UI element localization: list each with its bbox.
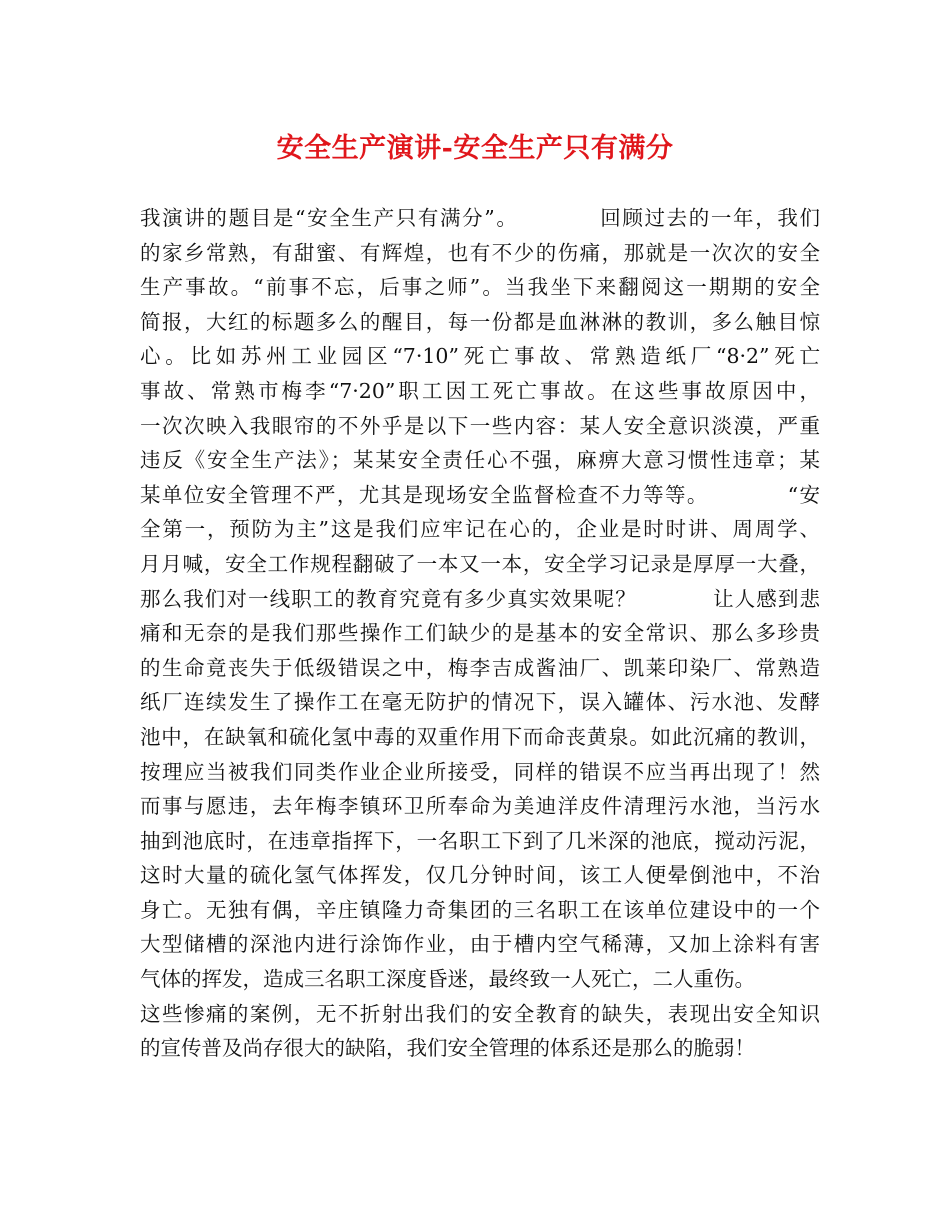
text-line: 的宣传普及尚存很大的缺陷，我们安全管理的体系还是那么的脆弱！ (140, 1036, 755, 1061)
text-line: 月月喊，安全工作规程翻破了一本又一本，安全学习记录是厚厚一大叠， (140, 551, 820, 576)
document-title: 安全生产演讲-安全生产只有满分 (276, 133, 674, 164)
speech-body (140, 201, 820, 1066)
text-line: 一次次映入我眼帘的不外乎是以下一些内容：某人安全意识淡漠，严重 (140, 413, 820, 438)
text-line: 痛和无奈的是我们那些操作工们缺少的是基本的安全常识、那么多珍贵 (140, 621, 820, 646)
text-line: 池中，在缺氧和硫化氢中毒的双重作用下而命丧黄泉。如此沉痛的教训， (140, 724, 820, 749)
text-line: 心。比如苏州工业园区“7·10”死亡事故、常熟造纸厂“8·2”死亡 (140, 344, 820, 369)
text-line: 生产事故。“前事不忘，后事之师”。当我坐下来翻阅这一期期的安全 (140, 275, 820, 300)
text-line: 全第一，预防为主”这是我们应牢记在心的，企业是时时讲、周周学、 (140, 517, 820, 542)
text-line: 这些惨痛的案例，无不折射出我们的安全教育的缺失，表现出安全知识 (140, 1001, 820, 1026)
text-line: 我演讲的题目是“安全生产只有满分”。 回顾过去的一年，我们 (140, 206, 820, 230)
text-line: 这时大量的硫化氢气体挥发，仅几分钟时间，该工人便晕倒池中，不治 (140, 863, 820, 888)
text-line: 的家乡常熟，有甜蜜、有辉煌，也有不少的伤痛，那就是一次次的安全 (140, 240, 820, 265)
text-line: 身亡。无独有偶，辛庄镇隆力奇集团的三名职工在该单位建设中的一个 (140, 897, 820, 922)
text-line: 抽到池底时，在违章指挥下，一名职工下到了几米深的池底，搅动污泥， (140, 828, 820, 853)
text-line: 事故、常熟市梅李“7·20”职工因工死亡事故。在这些事故原因中， (140, 378, 820, 403)
text-line: 某单位安全管理不严，尤其是现场安全监督检查不力等等。 “安 (140, 482, 820, 507)
text-line: 违反《安全生产法》；某某安全责任心不强，麻痹大意习惯性违章；某 (140, 448, 820, 473)
text-line: 的生命竟丧失于低级错误之中，梅李吉成酱油厂、凯莱印染厂、常熟造 (140, 655, 820, 680)
text-line: 纸厂连续发生了操作工在毫无防护的情况下，误入罐体、污水池、发酵 (140, 690, 820, 715)
text-line: 气体的挥发，造成三名职工深度昏迷，最终致一人死亡，二人重伤。 (140, 967, 755, 992)
text-line: 简报，大红的标题多么的醒目，每一份都是血淋淋的教训，多么触目惊 (140, 309, 820, 334)
text-line: 而事与愿违，去年梅李镇环卫所奉命为美迪洋皮件清理污水池，当污水 (140, 794, 820, 819)
text-line: 按理应当被我们同类作业企业所接受，同样的错误不应当再出现了！然 (140, 759, 820, 784)
text-line: 大型储槽的深池内进行涂饰作业，由于槽内空气稀薄，又加上涂料有害 (140, 932, 820, 957)
text-line: 那么我们对一线职工的教育究竟有多少真实效果呢？ 让人感到悲 (140, 586, 820, 611)
